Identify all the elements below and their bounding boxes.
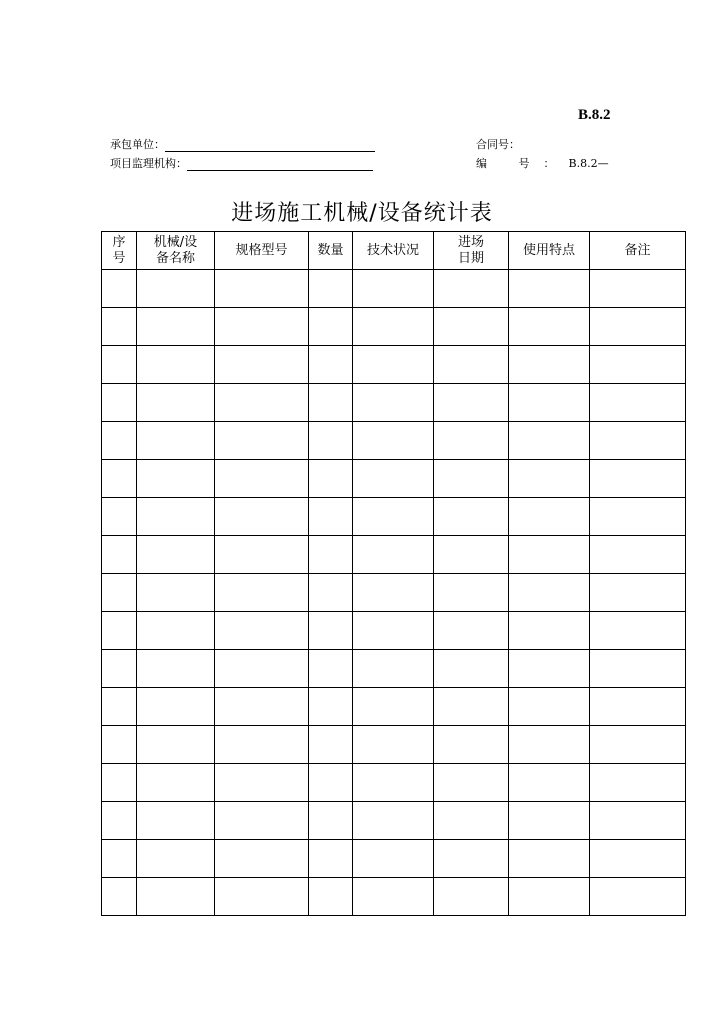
table-cell[interactable] [353,270,434,308]
table-cell[interactable] [102,422,137,460]
contract-number-field [476,138,520,152]
table-cell[interactable] [509,422,590,460]
table-cell[interactable] [590,764,686,802]
header-quantity: 数量 [309,232,353,270]
table-cell[interactable] [434,574,509,612]
table-cell[interactable] [102,498,137,536]
table-row [102,270,686,308]
table-cell[interactable] [434,688,509,726]
table-cell[interactable] [215,726,309,764]
table-row [102,650,686,688]
table-cell[interactable] [137,612,215,650]
table-cell[interactable] [434,840,509,878]
table-cell[interactable] [137,384,215,422]
table-header-row [102,232,686,270]
header-spec: 规格型号 [215,232,309,270]
table-cell[interactable] [434,726,509,764]
form-code: B.8.2 [578,107,611,123]
table-cell[interactable] [509,574,590,612]
table-cell[interactable] [434,878,509,916]
table-cell[interactable] [434,422,509,460]
table-cell[interactable] [137,650,215,688]
table-cell[interactable] [590,346,686,384]
table-row [102,726,686,764]
table-cell[interactable] [137,422,215,460]
table-cell[interactable] [215,460,309,498]
table-cell[interactable] [215,270,309,308]
table-cell[interactable] [137,346,215,384]
table-cell[interactable] [353,726,434,764]
table-cell[interactable] [309,764,353,802]
table-cell[interactable] [215,422,309,460]
table-cell[interactable] [102,764,137,802]
table-cell[interactable] [102,574,137,612]
serial-number-label: 编 号： [476,157,569,170]
table-cell[interactable] [434,384,509,422]
table-cell[interactable] [353,764,434,802]
table-cell[interactable] [102,536,137,574]
table-cell[interactable] [309,270,353,308]
table-cell[interactable] [215,574,309,612]
table-cell[interactable] [509,498,590,536]
table-cell[interactable] [309,650,353,688]
table-cell[interactable] [137,498,215,536]
table-cell[interactable] [509,308,590,346]
table-cell[interactable] [215,764,309,802]
table-cell[interactable] [137,878,215,916]
table-cell[interactable] [309,498,353,536]
table-cell[interactable] [102,688,137,726]
table-cell[interactable] [590,498,686,536]
table-cell[interactable] [309,346,353,384]
table-cell[interactable] [102,612,137,650]
table-cell[interactable] [215,498,309,536]
table-cell[interactable] [353,346,434,384]
table-row [102,878,686,916]
table-cell[interactable] [309,688,353,726]
table-cell[interactable] [102,384,137,422]
table-cell[interactable] [215,650,309,688]
table-cell[interactable] [353,384,434,422]
table-cell[interactable] [309,384,353,422]
table-row [102,574,686,612]
table-cell[interactable] [509,612,590,650]
table-cell[interactable] [353,840,434,878]
table-cell[interactable] [509,726,590,764]
equipment-table [101,231,686,916]
table-cell[interactable] [137,536,215,574]
header-seq: 序 号 [102,232,137,270]
table-cell[interactable] [353,308,434,346]
supervisor-label: 项目监理机构： [110,157,187,170]
table-cell[interactable] [102,840,137,878]
table-cell[interactable] [102,460,137,498]
table-cell[interactable] [590,650,686,688]
table-cell[interactable] [102,270,137,308]
table-cell[interactable] [353,498,434,536]
table-row [102,498,686,536]
table-cell[interactable] [509,536,590,574]
table-cell[interactable] [309,612,353,650]
header-usage: 使用特点 [509,232,590,270]
table-cell[interactable] [353,612,434,650]
table-row [102,536,686,574]
table-cell[interactable] [590,726,686,764]
table-row [102,688,686,726]
table-cell[interactable] [434,802,509,840]
table-cell[interactable] [590,612,686,650]
table-cell[interactable] [434,498,509,536]
table-cell[interactable] [215,384,309,422]
table-cell[interactable] [590,308,686,346]
table-cell[interactable] [434,536,509,574]
header-remarks: 备注 [590,232,686,270]
table-cell[interactable] [137,460,215,498]
contractor-label: 承包单位： [110,138,165,151]
contractor-field [110,138,375,152]
serial-number-field [476,157,609,171]
table-cell[interactable] [590,840,686,878]
table-row [102,840,686,878]
table-cell[interactable] [137,802,215,840]
table-row [102,384,686,422]
table-cell[interactable] [309,802,353,840]
table-cell[interactable] [309,422,353,460]
table-row [102,308,686,346]
table-row [102,802,686,840]
supervisor-field [110,157,373,171]
table-cell[interactable] [102,346,137,384]
table-cell[interactable] [509,764,590,802]
table-cell[interactable] [509,460,590,498]
table-cell[interactable] [137,574,215,612]
supervisor-input-line[interactable] [187,158,373,171]
table-cell[interactable] [215,802,309,840]
page-title: 进场施工机械/设备统计表 [231,201,493,226]
table-cell[interactable] [309,726,353,764]
table-cell[interactable] [590,574,686,612]
table-row [102,612,686,650]
table-cell[interactable] [434,650,509,688]
table-cell[interactable] [434,346,509,384]
contractor-input-line[interactable] [165,139,375,152]
table-cell[interactable] [137,308,215,346]
table-cell[interactable] [509,840,590,878]
table-cell[interactable] [102,650,137,688]
contract-number-label: 合同号： [476,138,520,151]
table-cell[interactable] [309,460,353,498]
table-cell[interactable] [434,764,509,802]
table-cell[interactable] [309,536,353,574]
table-cell[interactable] [215,840,309,878]
table-cell[interactable] [353,650,434,688]
table-cell[interactable] [215,346,309,384]
table-cell[interactable] [309,878,353,916]
table-cell[interactable] [434,308,509,346]
table-cell[interactable] [590,878,686,916]
table-cell[interactable] [102,802,137,840]
table-cell[interactable] [353,802,434,840]
table-cell[interactable] [102,726,137,764]
table-cell[interactable] [509,650,590,688]
table-cell[interactable] [353,688,434,726]
table-cell[interactable] [590,460,686,498]
table-cell[interactable] [353,878,434,916]
table-cell[interactable] [137,764,215,802]
table-row [102,346,686,384]
table-row [102,422,686,460]
table-cell[interactable] [590,536,686,574]
table-cell[interactable] [309,308,353,346]
table-cell[interactable] [590,270,686,308]
table-cell[interactable] [215,688,309,726]
table-cell[interactable] [509,270,590,308]
table-cell[interactable] [137,726,215,764]
header-equipment-name: 机械/设 备名称 [137,232,215,270]
table-cell[interactable] [309,840,353,878]
table-cell[interactable] [102,308,137,346]
table-cell[interactable] [509,878,590,916]
table-cell[interactable] [590,384,686,422]
table-cell[interactable] [434,612,509,650]
table-cell[interactable] [509,346,590,384]
table-cell[interactable] [102,878,137,916]
table-row [102,460,686,498]
table-cell[interactable] [215,612,309,650]
table-cell[interactable] [215,536,309,574]
table-cell[interactable] [434,270,509,308]
table-cell[interactable] [215,308,309,346]
header-entry-date: 进场 日期 [434,232,509,270]
table-cell[interactable] [353,536,434,574]
header-condition: 技术状况 [353,232,434,270]
table-cell[interactable] [590,422,686,460]
table-cell[interactable] [137,270,215,308]
table-cell[interactable] [215,878,309,916]
table-cell[interactable] [137,840,215,878]
table-cell[interactable] [434,460,509,498]
table-cell[interactable] [353,460,434,498]
table-cell[interactable] [509,384,590,422]
serial-number-value: B.8.2— [568,157,609,170]
table-cell[interactable] [590,688,686,726]
table-row [102,764,686,802]
table-cell[interactable] [590,802,686,840]
table-cell[interactable] [137,688,215,726]
table-cell[interactable] [353,422,434,460]
table-cell[interactable] [309,574,353,612]
table-cell[interactable] [509,802,590,840]
table-cell[interactable] [509,688,590,726]
table-cell[interactable] [353,574,434,612]
